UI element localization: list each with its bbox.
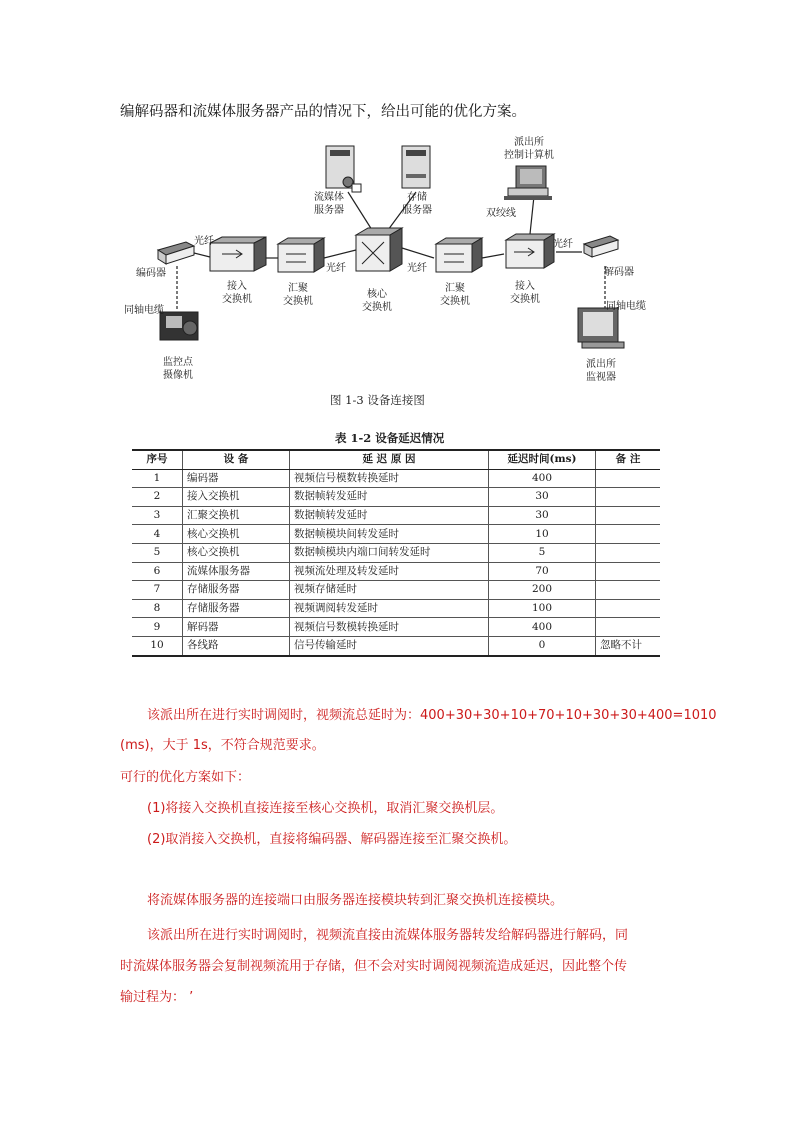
cell-reason: 视频流处理及转发延时	[290, 562, 489, 581]
cell-reason: 视频信号数模转换延时	[290, 618, 489, 637]
table-row	[132, 581, 660, 600]
table-row	[132, 562, 660, 581]
aggregation-switch-right-icon	[436, 238, 482, 272]
cell-index: 7	[132, 581, 183, 600]
answer-line-4: (1)将接入交换机直接连接至核心交换机，取消汇聚交换机层。	[147, 801, 504, 816]
answer-line-6: 将流媒体服务器的连接端口由服务器连接模块转到汇聚交换机连接模块。	[147, 893, 564, 908]
cell-reason: 视频调阅转发延时	[290, 599, 489, 618]
access-switch-left-icon	[210, 237, 266, 271]
answer-line-1: 该派出所在进行实时调阅时，视频流总延时为：400+30+30+10+70+10+30+30+400=1010	[147, 708, 717, 723]
header-note: 备 注	[596, 450, 661, 469]
cell-device: 存储服务器	[183, 581, 290, 600]
camera-label: 监控点 摄像机	[163, 357, 193, 381]
monitor-label: 派出所 监视器	[586, 359, 616, 383]
cell-note	[596, 562, 661, 581]
cell-note	[596, 543, 661, 562]
cell-note	[596, 506, 661, 525]
fiber-label-mid-left: 光纤	[326, 263, 346, 274]
table-row	[132, 636, 660, 655]
answer-line-7: 该派出所在进行实时调阅时，视频流直接由流媒体服务器转发给解码器进行解码，同	[147, 928, 629, 943]
link-computer-access	[530, 196, 534, 234]
table-row	[132, 506, 660, 525]
encoder-label: 编码器	[136, 268, 166, 279]
cell-note	[596, 525, 661, 544]
answer-line-5: (2)取消接入交换机，直接将编码器、解码器连接至汇聚交换机。	[147, 832, 517, 847]
aggregation-switch-right-label: 汇聚 交换机	[440, 283, 470, 307]
cell-reason: 视频信号模数转换延时	[290, 469, 489, 488]
cell-note: 忽略不计	[596, 636, 661, 655]
encoder-icon	[158, 242, 194, 264]
table-row	[132, 599, 660, 618]
cell-index: 9	[132, 618, 183, 637]
cell-reason: 数据帧模块间转发延时	[290, 525, 489, 544]
table-row	[132, 469, 660, 488]
answer-line-9: 输过程为： ’	[120, 990, 194, 1005]
cell-delay: 200	[489, 581, 596, 600]
cell-device: 流媒体服务器	[183, 562, 290, 581]
cell-device: 核心交换机	[183, 525, 290, 544]
cell-delay: 70	[489, 562, 596, 581]
cell-device: 核心交换机	[183, 543, 290, 562]
cell-reason: 视频存储延时	[290, 581, 489, 600]
cell-delay: 30	[489, 488, 596, 507]
streaming-server-icon	[326, 146, 361, 192]
cell-delay: 30	[489, 506, 596, 525]
core-switch-label: 核心 交换机	[362, 289, 392, 313]
fiber-label-left: 光纤	[194, 236, 214, 247]
computer-icon	[504, 166, 552, 200]
decoder-icon	[584, 236, 618, 257]
coax-label-left: 同轴电缆	[124, 305, 164, 316]
cell-note	[596, 581, 661, 600]
cell-note	[596, 618, 661, 637]
cell-index: 3	[132, 506, 183, 525]
table-title: 表 1-2 设备延迟情况	[335, 431, 445, 445]
cell-reason: 数据帧模块内端口间转发延时	[290, 543, 489, 562]
storage-server-icon	[402, 146, 430, 188]
cell-index: 1	[132, 469, 183, 488]
cell-index: 6	[132, 562, 183, 581]
core-switch-icon	[356, 228, 402, 271]
figure-caption: 图 1-3 设备连接图	[330, 393, 425, 407]
streaming-server-label: 流媒体 服务器	[314, 192, 344, 216]
answer-line-3: 可行的优化方案如下：	[120, 770, 251, 785]
header-delay: 延迟时间(ms)	[489, 450, 596, 469]
monitor-icon	[578, 308, 624, 348]
access-switch-left-label: 接入 交换机	[222, 281, 252, 305]
cell-note	[596, 469, 661, 488]
table-row	[132, 543, 660, 562]
coax-label-right: 同轴电缆	[606, 301, 646, 312]
cell-device: 接入交换机	[183, 488, 290, 507]
access-switch-right-icon	[506, 234, 554, 268]
cell-device: 解码器	[183, 618, 290, 637]
storage-server-label: 存储 服务器	[402, 192, 432, 216]
intro-paragraph: 编解码器和流媒体服务器产品的情况下，给出可能的优化方案。	[120, 104, 526, 120]
twisted-pair-label: 双绞线	[486, 208, 516, 219]
link-aggregation-core	[324, 250, 356, 258]
cell-index: 8	[132, 599, 183, 618]
cell-device: 存储服务器	[183, 599, 290, 618]
access-switch-right-label: 接入 交换机	[510, 281, 540, 305]
device-delay-table	[132, 449, 660, 657]
table-header-row	[132, 450, 660, 469]
camera-icon	[160, 312, 198, 340]
table-row	[132, 525, 660, 544]
cell-delay: 5	[489, 543, 596, 562]
cell-reason: 数据帧转发延时	[290, 488, 489, 507]
aggregation-switch-left-icon	[278, 238, 324, 272]
cell-reason: 数据帧转发延时	[290, 506, 489, 525]
decoder-label: 解码器	[604, 267, 634, 278]
cell-delay: 0	[489, 636, 596, 655]
cell-delay: 10	[489, 525, 596, 544]
aggregation-switch-left-label: 汇聚 交换机	[283, 283, 313, 307]
cell-note	[596, 599, 661, 618]
cell-note	[596, 488, 661, 507]
cell-delay: 400	[489, 618, 596, 637]
cell-device: 编码器	[183, 469, 290, 488]
dispatch-computer-label: 派出所 控制计算机	[504, 137, 554, 161]
table-row	[132, 488, 660, 507]
cell-device: 各线路	[183, 636, 290, 655]
header-index: 序号	[132, 450, 183, 469]
cell-index: 5	[132, 543, 183, 562]
cell-delay: 100	[489, 599, 596, 618]
answer-line-8: 时流媒体服务器会复制视频流用于存储，但不会对实时调阅视频流造成延迟，因此整个传	[120, 959, 628, 974]
fiber-label-mid-right: 光纤	[407, 263, 427, 274]
cell-reason: 信号传输延时	[290, 636, 489, 655]
cell-delay: 400	[489, 469, 596, 488]
cell-index: 2	[132, 488, 183, 507]
header-reason: 延 迟 原 因	[290, 450, 489, 469]
fiber-label-right: 光纤	[553, 239, 573, 250]
cell-device: 汇聚交换机	[183, 506, 290, 525]
header-device: 设 备	[183, 450, 290, 469]
link-aggregation-access	[482, 254, 504, 258]
cell-index: 4	[132, 525, 183, 544]
answer-line-2: (ms)，大于 1s，不符合规范要求。	[120, 738, 325, 753]
link-core-aggregation	[402, 248, 434, 258]
table-row	[132, 618, 660, 637]
cell-index: 10	[132, 636, 183, 655]
link-streaming-core	[348, 192, 372, 230]
